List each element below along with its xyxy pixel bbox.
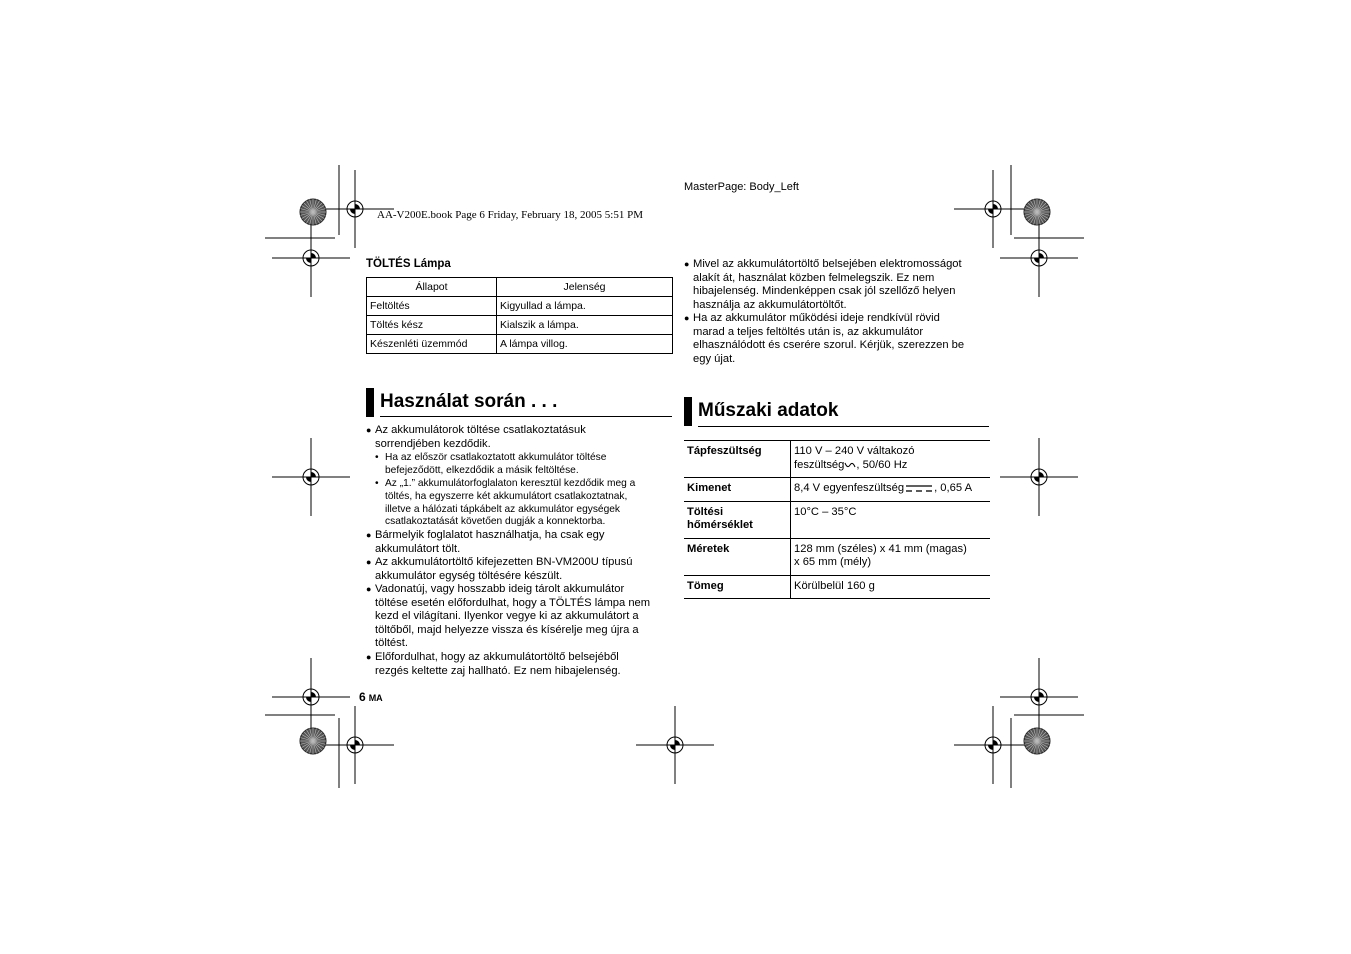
color-bar-rosette-icon	[1024, 728, 1050, 754]
table-row	[367, 297, 673, 316]
master-page-label: MasterPage: Body_Left	[684, 181, 799, 193]
registration-mark-icon	[636, 706, 714, 784]
spec-value: 110 V – 240 V váltakozó feszültség , 50/60 Hz	[791, 441, 991, 478]
color-bar-rosette-icon	[300, 728, 326, 754]
table-row	[367, 335, 673, 354]
dc-symbol-icon	[906, 484, 932, 493]
registration-mark-icon	[272, 658, 350, 736]
specs-section-heading	[684, 400, 990, 428]
book-info-label: AA-V200E.book Page 6 Friday, February 18, 2005 5:51 PM	[377, 209, 644, 221]
table-cell: Készenléti üzemmód	[367, 335, 497, 354]
sub-bullet-icon: •	[375, 452, 379, 463]
spec-key: Tömeg	[684, 575, 791, 599]
color-bar-rosette-icon	[300, 199, 326, 225]
spec-key: Töltési hőmérséklet	[684, 501, 791, 538]
column-header: Jelenség	[497, 278, 673, 297]
lamp-status-table	[366, 277, 673, 354]
table-row	[684, 538, 990, 575]
spec-key: Kimenet	[684, 478, 791, 502]
registration-mark-icon	[1000, 219, 1078, 297]
bullet-icon: ●	[366, 530, 372, 540]
spec-value: 128 mm (széles) x 41 mm (magas) x 65 mm (mély)	[791, 538, 991, 575]
registration-mark-icon	[954, 170, 1032, 248]
table-row	[684, 575, 990, 599]
table-cell: Kigyullad a lámpa.	[497, 297, 673, 316]
table-row	[684, 501, 990, 538]
bullet-icon: ●	[684, 313, 690, 323]
bullet-icon: ●	[366, 557, 372, 567]
specs-heading-text: Műszaki adatok	[698, 400, 839, 421]
bullet-icon: ●	[366, 652, 372, 662]
spec-key: Méretek	[684, 538, 791, 575]
color-bar-rosette-icon	[1024, 199, 1050, 225]
table-cell: A lámpa villog.	[497, 335, 673, 354]
usage-heading-text: Használat során . . .	[380, 391, 558, 412]
bullet-icon: ●	[366, 584, 372, 594]
usage-section-heading	[366, 391, 673, 419]
heading-rule	[698, 426, 989, 427]
table-row	[684, 478, 990, 502]
registration-mark-icon	[1000, 438, 1078, 516]
table-cell: Kialszik a lámpa.	[497, 316, 673, 335]
registration-mark-icon	[1000, 658, 1078, 736]
spec-value: Körülbelül 160 g	[791, 575, 991, 599]
sub-bullet-icon: •	[375, 478, 379, 489]
column-header: Állapot	[367, 278, 497, 297]
spec-value: 8,4 V egyenfeszültség , 0,65 A	[791, 478, 991, 502]
table-row	[367, 316, 673, 335]
bullet-icon: ●	[684, 259, 690, 269]
table-row	[684, 441, 990, 478]
ac-symbol-icon	[844, 460, 856, 469]
registration-mark-icon	[272, 219, 350, 297]
table-cell: Töltés kész	[367, 316, 497, 335]
registration-mark-icon	[272, 438, 350, 516]
registration-mark-icon	[316, 706, 394, 784]
registration-mark-icon	[954, 706, 1032, 784]
heading-bar	[684, 397, 692, 426]
table-header-row	[367, 278, 673, 297]
heading-rule	[380, 416, 672, 417]
bullet-icon: ●	[366, 425, 372, 435]
spec-value: 10°C – 35°C	[791, 501, 991, 538]
table-cell: Feltöltés	[367, 297, 497, 316]
page-number: 6 MA	[359, 690, 383, 704]
specs-table	[684, 440, 990, 599]
heading-bar	[366, 388, 374, 417]
lamp-section-title: TÖLTÉS Lámpa	[366, 258, 451, 270]
spec-key: Tápfeszültség	[684, 441, 791, 478]
